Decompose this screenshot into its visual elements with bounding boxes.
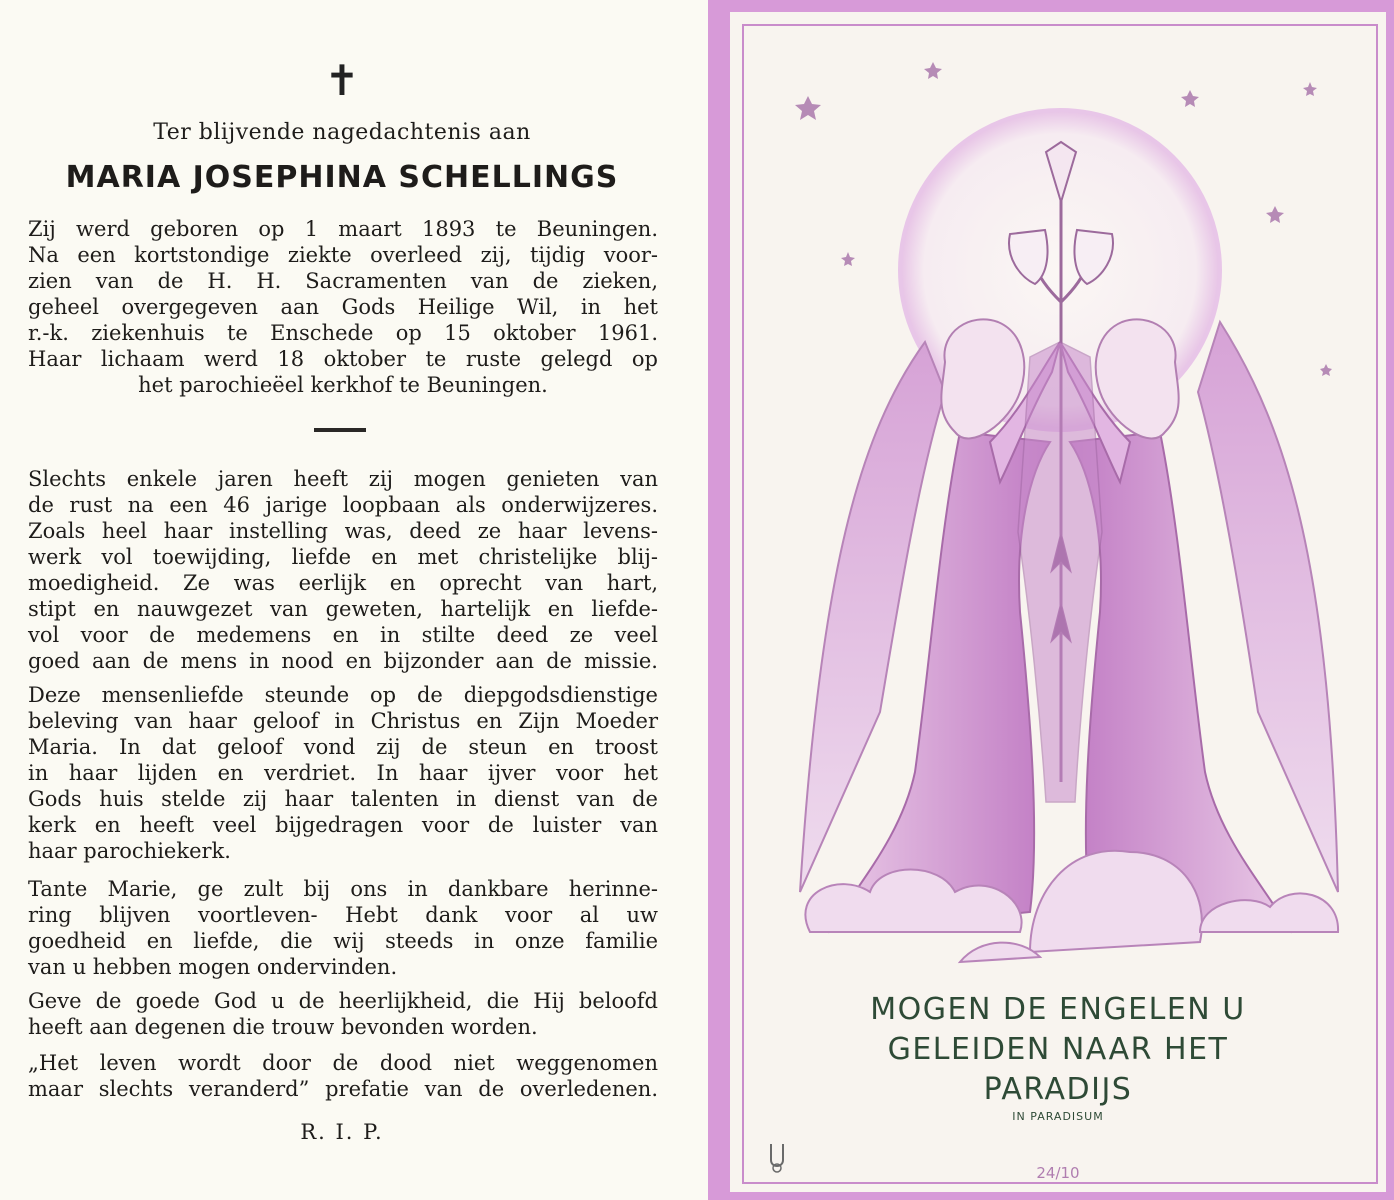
text-line: Maria. In dat geloof vond zij de steun en troost [28, 735, 658, 759]
cross-icon: ✝ [324, 56, 360, 105]
text-line: heeft aan degenen die trouw bevonden worden. [28, 1015, 538, 1039]
motto [730, 990, 1386, 1110]
picture-card [730, 12, 1386, 1192]
rip-text: R. I. P. [300, 1120, 384, 1144]
motto-line: PARADIJS [983, 1072, 1133, 1107]
text-line: geheel overgegeven aan Gods Heilige Wil, in het [28, 295, 658, 319]
text-line: Geve de goede God u de heerlijkheid, die Hij beloofd [28, 989, 658, 1013]
right-wing [1198, 322, 1338, 892]
motto-line: MOGEN DE ENGELEN U [870, 992, 1246, 1027]
text-line: van u hebben mogen ondervinden. [28, 955, 398, 979]
text-line: maar slechts veranderd” prefatie van de overledenen. [28, 1077, 658, 1101]
text-line: werk vol toewijding, liefde en met christelijke blij- [28, 545, 658, 569]
quote-paragraph [28, 1050, 658, 1102]
farewell-paragraph [28, 876, 658, 980]
text-line: Tante Marie, ge zult bij ons in dankbare herinne- [28, 877, 658, 901]
text-line: Deze mensenliefde steunde op de diepgodsdienstige [28, 683, 658, 707]
text-line: ring blijven voortleven- Hebt dank voor al uw [28, 903, 658, 927]
text-line: beleving van haar geloof in Christus en Zijn Moeder [28, 709, 658, 733]
picture-side [708, 0, 1394, 1200]
text-line: de rust na een 46 jarige loopbaan als onderwijzeres. [28, 493, 658, 517]
text-line: Gods huis stelde zij haar talenten in dienst van de [28, 787, 658, 811]
biography-paragraph [28, 216, 658, 398]
motto-subtitle: IN PARADISUM [1012, 1110, 1104, 1123]
text-line: Zij werd geboren op 1 maart 1893 te Beuningen. [28, 217, 658, 241]
divider [314, 428, 366, 432]
text-line: goed aan de mens in nood en bijzonder aan de missie. [28, 649, 658, 673]
text-line: in haar lijden en verdriet. In haar ijver voor het [28, 761, 658, 785]
faith-paragraph [28, 682, 658, 864]
life-paragraph [28, 466, 658, 674]
text-line: het parochieëel kerkhof te Beuningen. [138, 373, 548, 397]
deceased-name: MARIA JOSEPHINA SCHELLINGS [65, 160, 619, 195]
text-line: Slechts enkele jaren heeft zij mogen genieten van [28, 467, 658, 491]
text-line: r.-k. ziekenhuis te Enschede op 15 oktober 1961. [28, 321, 658, 345]
text-line: kerk en heeft veel bijgedragen voor de luister van [28, 813, 658, 837]
text-line: goedheid en liefde, die wij steeds in onze familie [28, 929, 658, 953]
text-line: vol voor de medemens en in stilte deed ze veel [28, 623, 658, 647]
angels-illustration [730, 12, 1386, 992]
text-line: Zoals heel haar instelling was, deed ze haar levens- [28, 519, 658, 543]
motto-line: GELEIDEN NAAR HET [887, 1032, 1229, 1067]
text-line: Haar lichaam werd 18 oktober te ruste gelegd op [28, 347, 658, 371]
text-line: zien van de H. H. Sacramenten van de zieken, [28, 269, 658, 293]
text-line: moedigheid. Ze was eerlijk en oprecht van hart, [28, 571, 658, 595]
card-code: 24/10 [1036, 1164, 1080, 1182]
text-line: haar parochiekerk. [28, 839, 231, 863]
text-line: „Het leven wordt door de dood niet weggenomen [28, 1051, 658, 1075]
prayer-paragraph [28, 988, 658, 1040]
text-line: Na een kortstondige ziekte overleed zij, tijdig voor- [28, 243, 658, 267]
memorial-intro: Ter blijvende nagedachtenis aan [153, 120, 531, 145]
text-line: stipt en nauwgezet van geweten, hartelijk en liefde- [28, 597, 658, 621]
